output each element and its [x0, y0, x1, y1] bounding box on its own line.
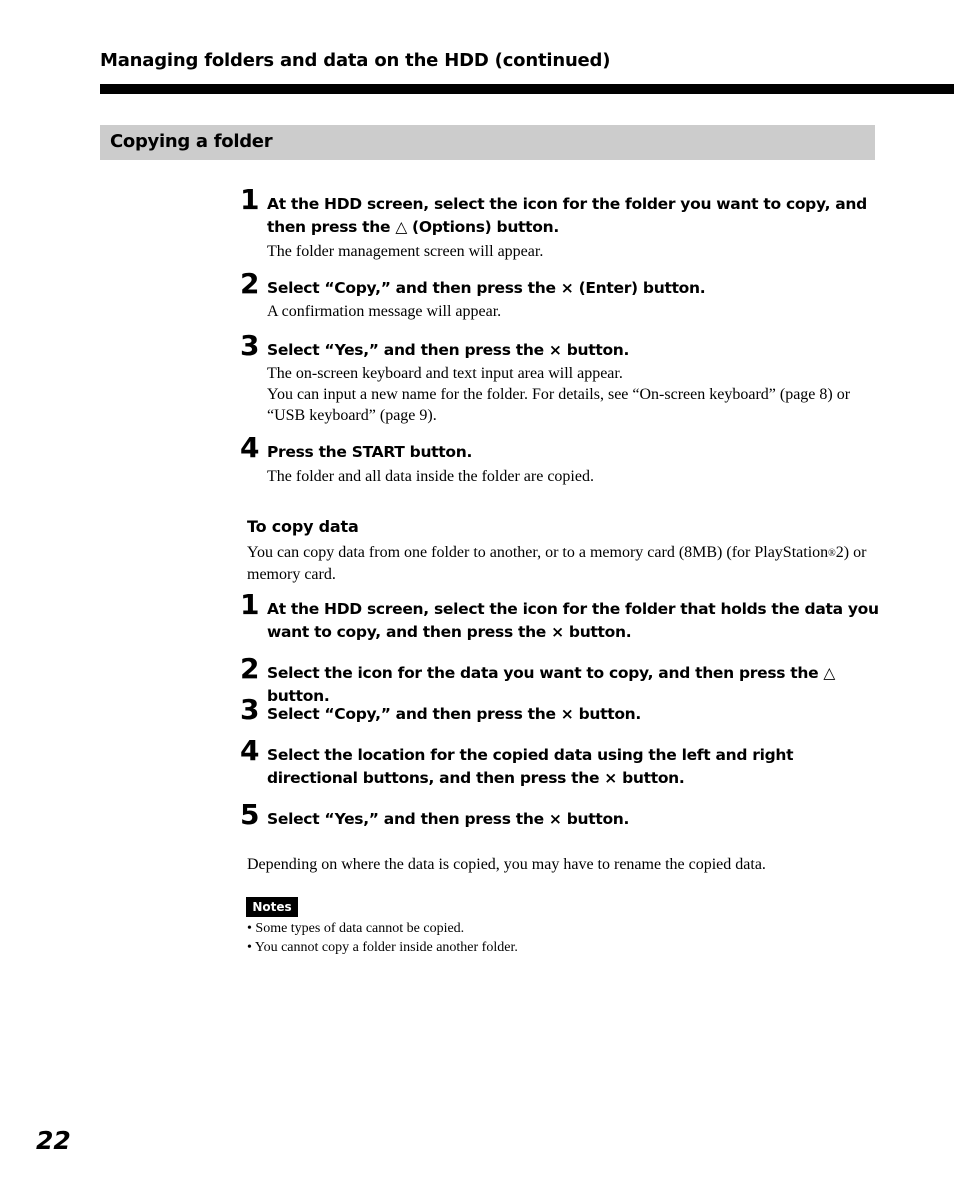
data-step-1	[240, 588, 880, 644]
step-number: 1	[240, 183, 260, 216]
copy-data-heading: To copy data	[247, 517, 359, 536]
copy-data-intro	[247, 542, 867, 585]
page-number: 22	[36, 1126, 71, 1155]
step-number: 4	[240, 734, 260, 767]
step-result-detail: You can input a new name for the folder. For details, see “On-screen keyboard” (page 8) or “USB keyboard” (page 9).	[267, 386, 851, 424]
step-number: 3	[240, 693, 260, 726]
step-result: A confirmation message will appear.	[267, 303, 502, 320]
folder-step-3	[240, 329, 880, 426]
closing-paragraph: Depending on where the data is copied, you may have to rename the copied data.	[247, 856, 766, 873]
section-bar	[100, 125, 875, 160]
folder-step-1	[240, 183, 880, 262]
section-title: Copying a folder	[110, 131, 273, 152]
step-number: 4	[240, 431, 260, 464]
step-instruction: Select the icon for the data you want to copy, and then press the △ button.	[267, 664, 836, 705]
folder-step-4	[240, 431, 880, 487]
registered-mark: ®	[828, 548, 836, 559]
data-step-2	[240, 652, 880, 708]
step-number: 2	[240, 267, 260, 300]
step-number: 2	[240, 652, 260, 685]
data-step-3	[240, 693, 880, 726]
step-instruction: Select the location for the copied data using the left and right directional buttons, and then press the × button.	[267, 746, 794, 787]
step-number: 5	[240, 798, 260, 831]
step-result: The on-screen keyboard and text input area will appear.	[267, 365, 623, 382]
step-instruction: Select “Copy,” and then press the × button.	[267, 705, 642, 723]
folder-step-2	[240, 267, 880, 322]
notes-label: Notes	[246, 897, 298, 917]
note-item: • You cannot copy a folder inside another folder.	[247, 940, 518, 955]
header-rule	[100, 84, 954, 94]
intro-text-2: 2) or memory card.	[247, 544, 867, 583]
note-item: • Some types of data cannot be copied.	[247, 921, 465, 936]
step-instruction: Press the START button.	[267, 443, 473, 461]
step-instruction: At the HDD screen, select the icon for the folder you want to copy, and then press the △ (Options) button.	[267, 195, 867, 236]
data-step-4	[240, 734, 880, 790]
data-step-5	[240, 798, 880, 831]
step-instruction: At the HDD screen, select the icon for the folder that holds the data you want to copy, and then press the × button.	[267, 600, 879, 641]
step-instruction: Select “Yes,” and then press the × button.	[267, 341, 630, 359]
step-instruction: Select “Copy,” and then press the × (Enter) button.	[267, 279, 706, 297]
step-result: The folder management screen will appear.	[267, 243, 544, 260]
intro-text-1: You can copy data from one folder to another, or to a memory card (8MB) (for PlayStation	[247, 544, 829, 561]
step-number: 3	[240, 329, 260, 362]
step-result: The folder and all data inside the folder are copied.	[267, 468, 594, 485]
step-instruction: Select “Yes,” and then press the × button.	[267, 810, 630, 828]
step-number: 1	[240, 588, 260, 621]
running-head: Managing folders and data on the HDD (continued)	[100, 50, 611, 71]
